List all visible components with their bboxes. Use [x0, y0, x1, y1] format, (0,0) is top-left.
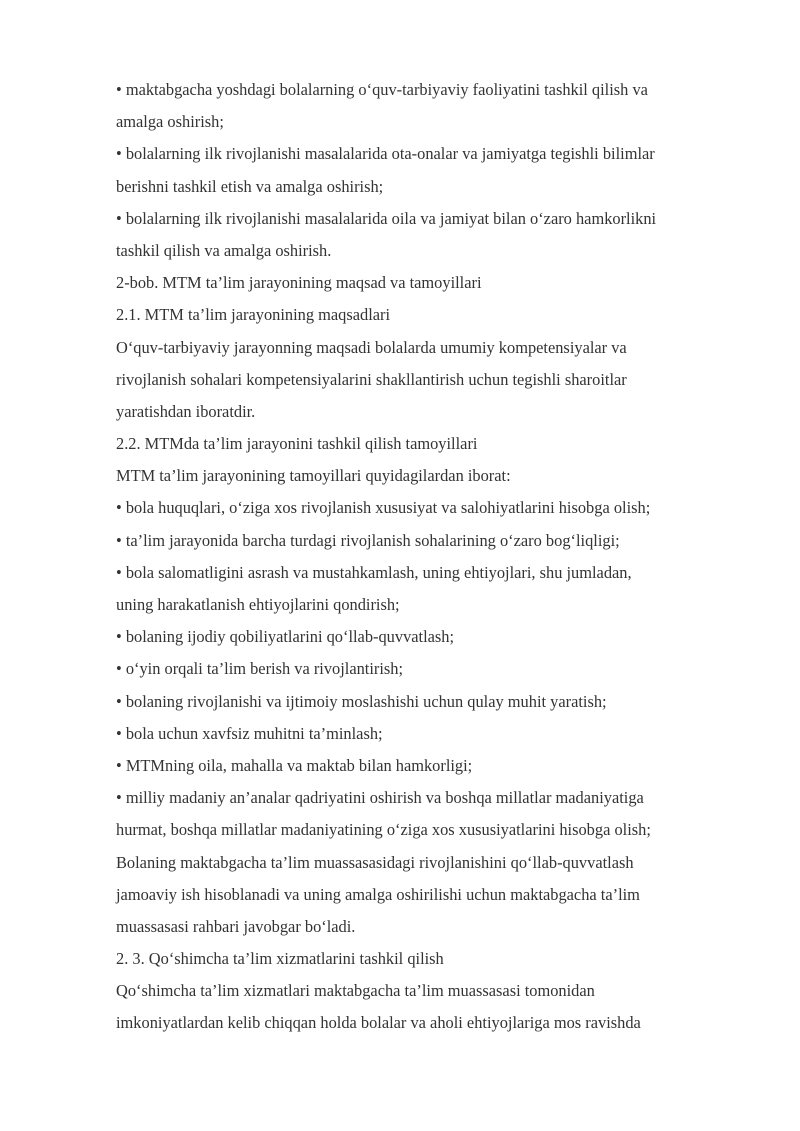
bullet-line: • MTMning oila, mahalla va maktab bilan hamkorligi; [116, 755, 473, 775]
bullet-line: • bolalarning ilk rivojlanishi masalalarida ota-onalar va jamiyatga tegishli bilimlar [116, 144, 655, 164]
section-heading: 2.2. MTMda ta’lim jarayonini tashkil qilish tamoyillari [116, 434, 478, 454]
text-line: Qo‘shimcha ta’lim xizmatlari maktabgacha ta’lim muassasasi tomonidan [116, 981, 595, 1001]
text-line: yaratishdan iboratdir. [116, 401, 256, 421]
chapter-heading: 2-bob. MTM ta’lim jarayonining maqsad va tamoyillari [116, 273, 482, 293]
section-heading: 2.1. MTM ta’lim jarayonining maqsadlari [116, 305, 391, 325]
text-line: jamoaviy ish hisoblanadi va uning amalga oshirilishi uchun maktabgacha ta’lim [116, 884, 640, 904]
bullet-line: • bolalarning ilk rivojlanishi masalalarida oila va jamiyat bilan o‘zaro hamkorlikni [116, 208, 657, 228]
text-line: rivojlanish sohalari kompetensiyalarini shakllantirish uchun tegishli sharoitlar [116, 369, 627, 389]
text-line: hurmat, boshqa millatlar madaniyatining o‘ziga xos xususiyatlarini hisobga olish; [116, 820, 651, 840]
text-line: muassasasi rahbari javobgar bo‘ladi. [116, 916, 356, 936]
text-line: tashkil qilish va amalga oshirish. [116, 240, 332, 260]
text-line: Bolaning maktabgacha ta’lim muassasasidagi rivojlanishini qo‘llab-quvvatlash [116, 852, 634, 872]
bullet-line: • maktabgacha yoshdagi bolalarning o‘quv-tarbiyaviy faoliyatini tashkil qilish va [116, 80, 648, 99]
text-line: amalga oshirish; [116, 112, 224, 132]
bullet-line: • milliy madaniy an’analar qadriyatini oshirish va boshqa millatlar madaniyatiga [116, 788, 644, 808]
bullet-line: • bola salomatligini asrash va mustahkamlash, uning ehtiyojlari, shu jumladan, [116, 562, 632, 582]
bullet-line: • bolaning ijodiy qobiliyatlarini qo‘llab-quvvatlash; [116, 627, 455, 647]
bullet-line: • ta’lim jarayonida barcha turdagi rivojlanish sohalarining o‘zaro bog‘liqligi; [116, 530, 620, 550]
text-line: O‘quv-tarbiyaviy jarayonning maqsadi bolalarda umumiy kompetensiyalar va [116, 337, 627, 357]
text-line: berishni tashkil etish va amalga oshirish; [116, 176, 384, 196]
bullet-line: • o‘yin orqali ta’lim berish va rivojlantirish; [116, 659, 404, 679]
section-heading: 2. 3. Qo‘shimcha ta’lim xizmatlarini tashkil qilish [116, 949, 444, 969]
bullet-line: • bola huquqlari, o‘ziga xos rivojlanish xususiyat va salohiyatlarini hisobga olish; [116, 498, 651, 518]
document-body [116, 74, 756, 1040]
text-line: uning harakatlanish ehtiyojlarini qondirish; [116, 595, 400, 614]
bullet-line: • bolaning rivojlanishi va ijtimoiy moslashishi uchun qulay muhit yaratish; [116, 691, 607, 711]
bullet-line: • bola uchun xavfsiz muhitni ta’minlash; [116, 723, 383, 743]
text-line: MTM ta’lim jarayonining tamoyillari quyidagilardan iborat: [116, 466, 511, 486]
text-line: imkoniyatlardan kelib chiqqan holda bolalar va aholi ehtiyojlariga mos ravishda [116, 1013, 641, 1033]
